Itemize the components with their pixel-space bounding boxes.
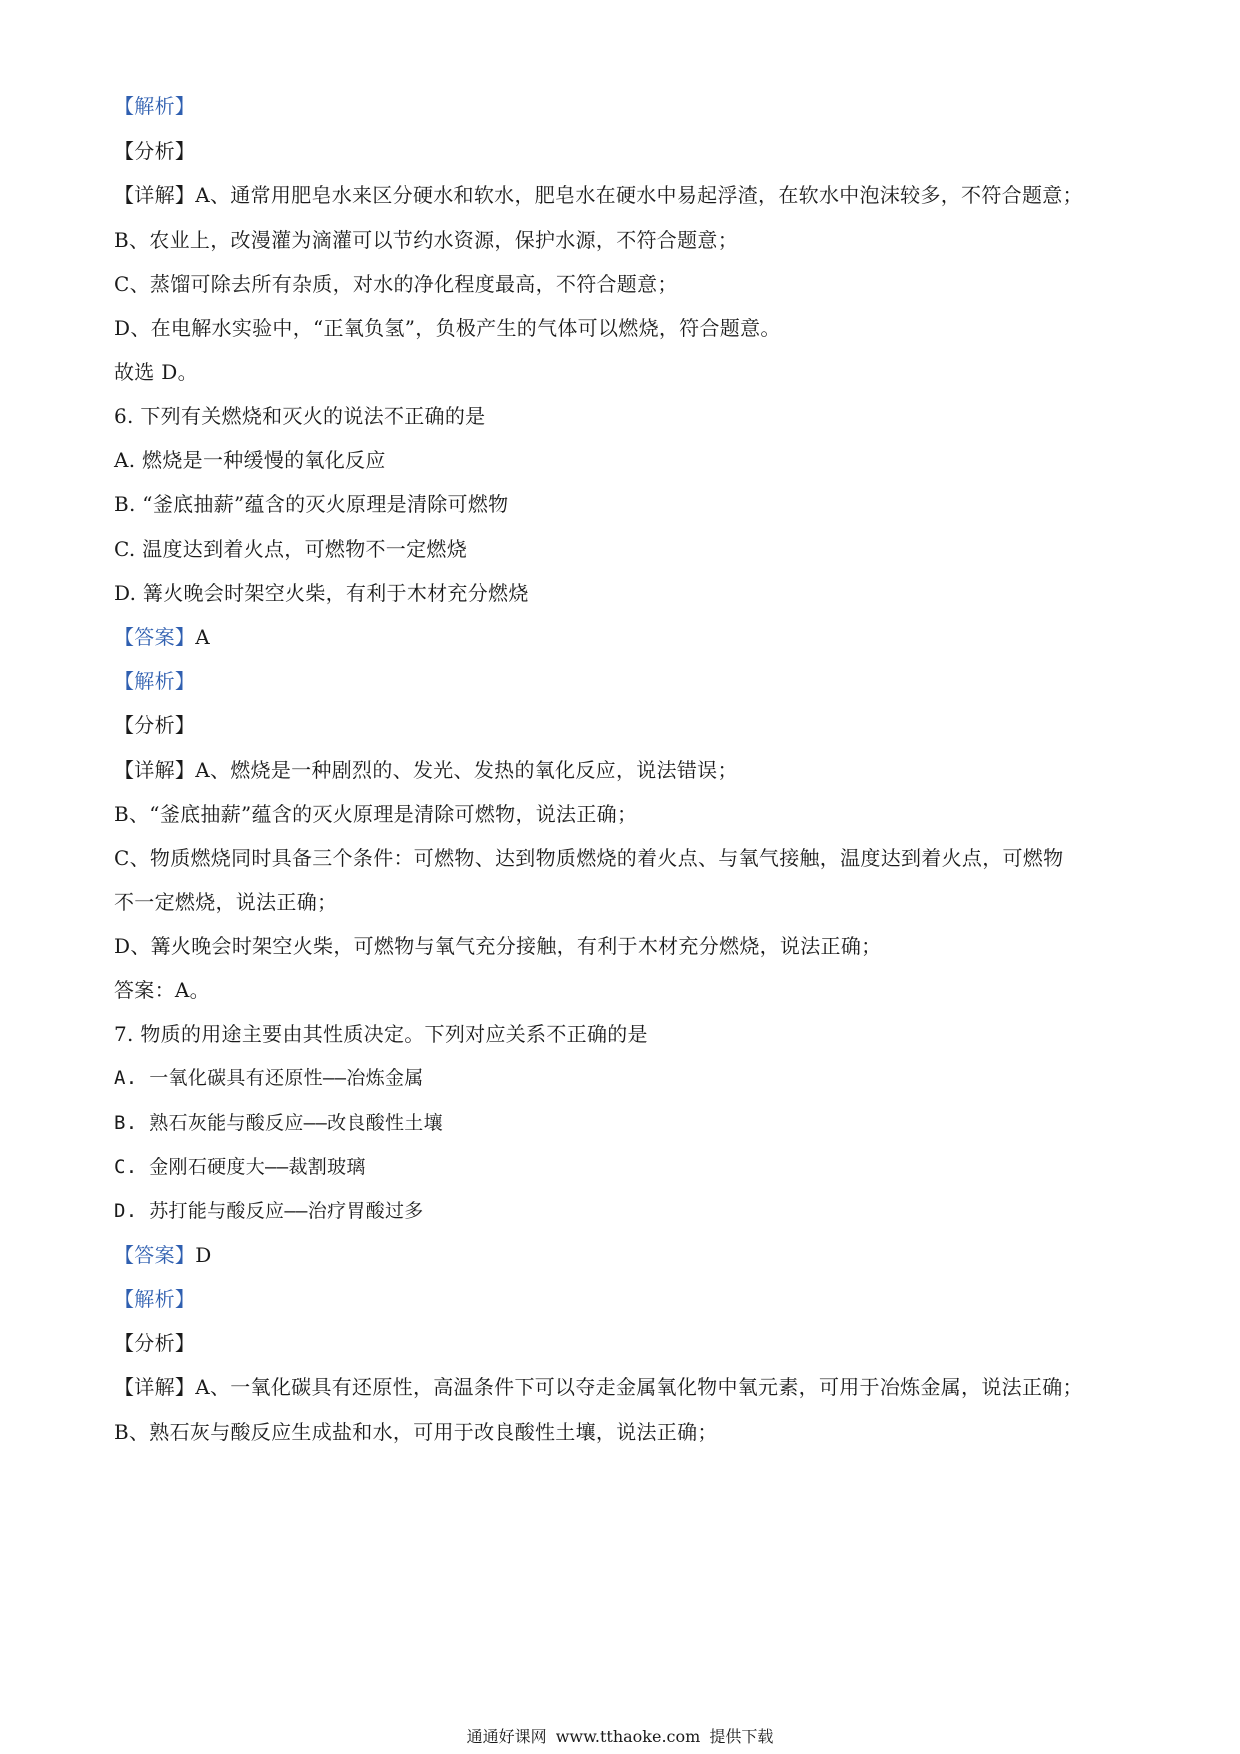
q6-conclusion: 答案：A。 bbox=[114, 978, 210, 1002]
q6-detail-line-5: D、篝火晚会时架空火柴，可燃物与氧气充分接触，有利于木材充分燃烧，说法正确； bbox=[114, 934, 882, 958]
q7-detail-line-2: B、熟石灰与酸反应生成盐和水，可用于改良酸性土壤，说法正确； bbox=[114, 1420, 718, 1444]
q5-xiangjie-tag: 【详解】 bbox=[114, 183, 196, 207]
q7-answer-tag: 【答案】 bbox=[114, 1243, 196, 1267]
q6-option-b: B. “釜底抽薪”蕴含的灭火原理是清除可燃物 bbox=[114, 492, 509, 516]
footer-suffix: 提供下载 bbox=[709, 1727, 774, 1746]
q6-detail-line-4: 不一定燃烧，说法正确； bbox=[114, 890, 338, 914]
q7-option-c: C. 金刚石硬度大——裁割玻璃 bbox=[114, 1156, 366, 1178]
q6-fenxi-tag: 【分析】 bbox=[114, 713, 196, 737]
q6-answer bbox=[114, 623, 210, 651]
q5-fenxi-tag: 【分析】 bbox=[114, 139, 196, 163]
footer-site-name: 通通好课网 bbox=[466, 1727, 547, 1746]
footer-url[interactable]: www.tthaoke.com bbox=[555, 1727, 701, 1746]
q6-option-a: A. 燃烧是一种缓慢的氧化反应 bbox=[114, 448, 386, 472]
q6-option-c: C. 温度达到着火点，可燃物不一定燃烧 bbox=[114, 537, 468, 561]
q6-jiexi-tag: 【解析】 bbox=[114, 669, 196, 693]
q7-detail-line-1: 【详解】A、一氧化碳具有还原性，高温条件下可以夺走金属氧化物中氧元素，可用于冶炼金属，说法正确； bbox=[114, 1375, 1083, 1399]
q7-xiangjie-tag: 【详解】 bbox=[114, 1375, 196, 1399]
q5-detail-line-4: D、在电解水实验中，“正氧负氢”，负极产生的气体可以燃烧，符合题意。 bbox=[114, 316, 781, 340]
q6-detail-line-2: B、“釜底抽薪”蕴含的灭火原理是清除可燃物，说法正确； bbox=[114, 802, 638, 826]
q6-stem: 6. 下列有关燃烧和灭火的说法不正确的是 bbox=[114, 404, 486, 428]
q6-detail-line-1: 【详解】A、燃烧是一种剧烈的、发光、发热的氧化反应，说法错误； bbox=[114, 758, 738, 782]
q6-xiangjie-tag: 【详解】 bbox=[114, 758, 196, 782]
q7-stem: 7. 物质的用途主要由其性质决定。下列对应关系不正确的是 bbox=[114, 1022, 648, 1046]
q6-answer-tag: 【答案】 bbox=[114, 625, 196, 649]
q7-answer-value: D bbox=[195, 1243, 212, 1267]
q5-conclusion: 故选 D。 bbox=[114, 360, 198, 384]
q7-fenxi-tag: 【分析】 bbox=[114, 1331, 196, 1355]
q7-jiexi-tag: 【解析】 bbox=[114, 1287, 196, 1311]
page-footer bbox=[0, 1724, 1240, 1747]
q7-option-d: D. 苏打能与酸反应——治疗胃酸过多 bbox=[114, 1200, 424, 1222]
q5-detail-line-2: B、农业上，改漫灌为滴灌可以节约水资源，保护水源，不符合题意； bbox=[114, 228, 738, 252]
q6-option-d: D. 篝火晚会时架空火柴，有利于木材充分燃烧 bbox=[114, 581, 529, 605]
q7-option-a: A. 一氧化碳具有还原性——冶炼金属 bbox=[114, 1067, 424, 1089]
q6-detail-line-3: C、物质燃烧同时具备三个条件：可燃物、达到物质燃烧的着火点、与氧气接触，温度达到着火点，可燃物 bbox=[114, 846, 1064, 870]
q5-detail-line-3: C、蒸馏可除去所有杂质，对水的净化程度最高，不符合题意； bbox=[114, 272, 678, 296]
q7-option-b: B. 熟石灰能与酸反应——改良酸性土壤 bbox=[114, 1112, 443, 1134]
q7-answer bbox=[114, 1241, 212, 1269]
q5-detail-line-1: 【详解】A、通常用肥皂水来区分硬水和软水，肥皂水在硬水中易起浮渣，在软水中泡沫较多，不符合题意； bbox=[114, 183, 1083, 207]
q6-answer-value: A bbox=[195, 625, 210, 649]
q5-jiexi-tag: 【解析】 bbox=[114, 94, 196, 118]
